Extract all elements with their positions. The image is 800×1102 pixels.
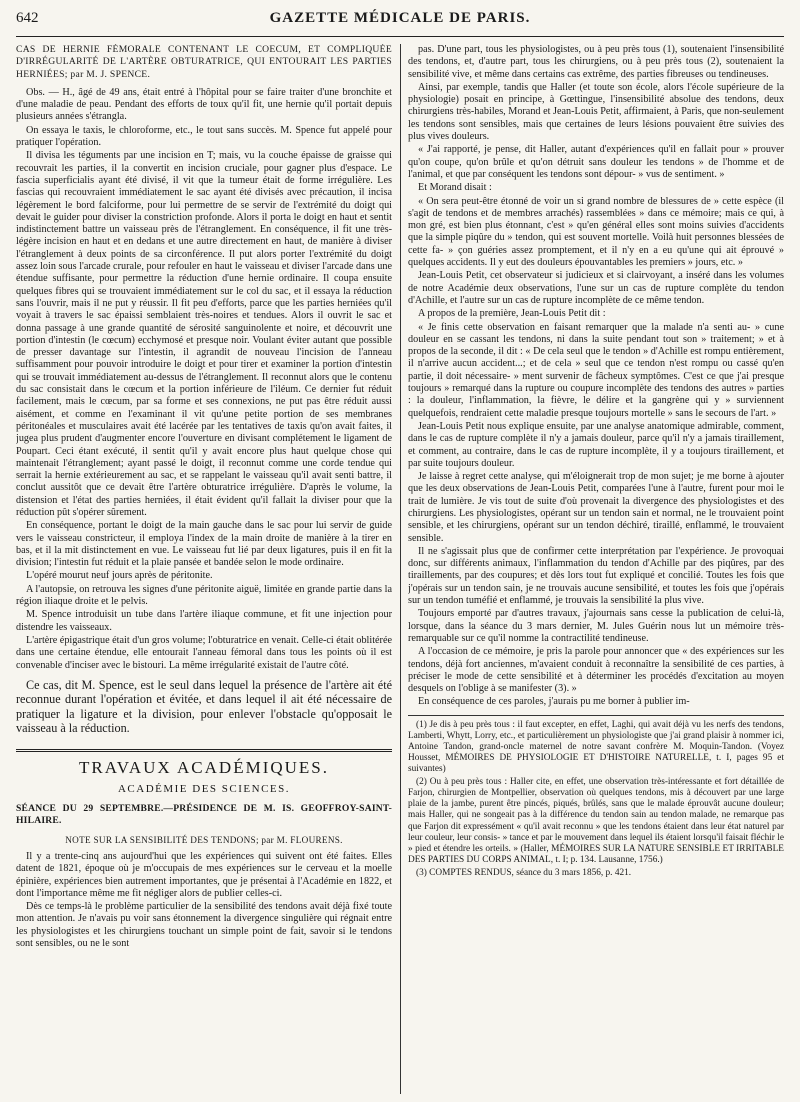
- body-paragraph: Toujours emporté par d'autres travaux, j'ajournais sans cesse la publication de celui-là, lorsque, dans la séance du 3 mars dernier, M. Jules Guérin nous lut un mémoire très-remarquable sur ce qu'il nomme la contractilité tendineuse.: [408, 608, 784, 644]
- section-divider: [16, 749, 392, 752]
- case-paragraph: A l'autopsie, on retrouva les signes d'une péritonite aiguë, limitée en grande partie dans la région iliaque droite et le pelvis.: [16, 583, 392, 608]
- body-paragraph: A l'occasion de ce mémoire, je pris la parole pour annoncer que « des expériences sur les tendons, déjà fort anciennes, m'avaient conduit à reconnaître la sensibilité de ces parties, à préciser le mode de cette sensibilité et à déterminer les procédés d'excitation au moyen desquels on l'oblige à se manifester (3). »: [408, 646, 784, 695]
- column-divider: [400, 44, 401, 1094]
- body-paragraph: Jean-Louis Petit nous explique ensuite, par une analyse anatomique admirable, comment, dans le cas de rupture complète il n'y a jamais douleur, parce qu'il n'y a jamais tiraillement, et comment, au contraire, dans le cas de rupture incomplète, il y a toujours tiraillement, et par suite toujours douleur.: [408, 420, 784, 469]
- body-paragraph: A propos de la première, Jean-Louis Petit dit :: [418, 308, 606, 320]
- morand-intro: Et Morand disait :: [418, 182, 492, 194]
- section-title: TRAVAUX ACADÉMIQUES.: [78, 758, 329, 778]
- footnote: (1) Je dis à peu près tous : il faut excepter, en effet, Laghi, qui avait déjà vu les nerfs des tendons, Lamberti, Whytt, Lorry, etc., et particulièrement un physiologiste que j'ai grand plaisir à nommer ici, Antoine Tandon, grand-oncle maternel de notre savant confrère M. Moquin-Tandon. (Voyez Housset, MÉMOIRES DE PHYSIOLOGIE ET D'HISTOIRE NATURELLE, t. I, pages 95 et suivantes): [408, 719, 784, 775]
- journal-page: [16, 10, 784, 1096]
- footnote-rule: [408, 715, 784, 716]
- body-paragraph: Il ne s'agissait plus que de confirmer cette interprétation par l'expérience. Je provoquai donc, sur différents animaux, l'inflammation du tendon d'Achille par des piqûres, par des tiraillements, par des coupures; et dès lors tout fut expliqué et concilié. Toutes les fois que j'opérais sur un tendon sain, je ne trouvais aucune sensibilité, et toutes les fois que j'opérais sur un tendon tuméfié et enflammé, je trouvais la sensibilité la plus vive.: [408, 545, 784, 607]
- note-title: NOTE SUR LA SENSIBILITÉ DES TENDONS; par M. FLOURENS.: [65, 834, 343, 845]
- haller-quote: « J'ai rapporté, je pense, dit Haller, autant d'expériences qu'il en fallait pour » prouver qu'on coupe, qu'on brûle et qu'on détruit sans douleur les tendons » de l'homme et de l'animal, et que par conséquent les tendons sont dépour- » vus de sentiment. »: [408, 144, 784, 180]
- case-paragraph: On essaya le taxis, le chloroforme, etc., le tout sans succès. M. Spence fut appelé pour pratiquer l'opération.: [16, 124, 392, 149]
- footnote: (3) COMPTES RENDUS, séance du 3 mars 1856, p. 421.: [416, 867, 632, 878]
- case-paragraph: L'artère épigastrique était d'un gros volume; l'obturatrice en venait. Celle-ci était oblitérée dans une certaine étendue, elle entourait l'anneau fémoral dans tous les points où il est convenable d'inciser avec le bistouri. La même irrégularité existait de l'autre côté.: [16, 634, 392, 671]
- seance-heading: SÉANCE DU 29 SEPTEMBRE.—PRÉSIDENCE DE M. IS. GEOFFROY-SAINT-HILAIRE.: [16, 803, 392, 827]
- body-paragraph: pas. D'une part, tous les physiologistes, ou à peu près tous (1), soutenaient l'insensibilité des tendons, et, d'autre part, tous les chirurgiens, ou à peu près tous (2), soutenaient la sensibilité vive, et même dans certains cas extrême, des parties fibreuses ou tendineuses.: [408, 44, 784, 80]
- subsection-title: ACADÉMIE DES SCIENCES.: [117, 782, 291, 795]
- footnotes: [408, 720, 784, 879]
- left-column: [16, 44, 392, 1094]
- body-paragraph: Jean-Louis Petit, cet observateur si judicieux et si clairvoyant, a inséré dans les volumes de notre Académie deux observations, l'une sur un cas de rupture complète du tendon d'Achille, et l'autre sur un cas de rupture incomplète de ce même tendon.: [408, 270, 784, 306]
- case-paragraph: M. Spence introduisit un tube dans l'artère iliaque commune, et fit une injection pour distendre les vaisseaux.: [16, 609, 392, 633]
- body-paragraph: Je laisse à regret cette analyse, qui m'éloignerait trop de mon sujet; je me borne à ajouter que les deux observations de Jean-Louis Petit, comparées l'une à l'autre, furent pour moi le trait de lumière. Je vis tout de suite d'où provenait la divergence des physiologistes et des chirurgiens. Les physiologistes, opérant sur un tendon sain et normal, ne le trouvaient point sensible, et les chirurgiens, opérant sur un tendon déchiré, tiraillé, enflammé, le trouvaient sensible.: [408, 471, 784, 544]
- case-paragraph: Obs. — H., âgé de 49 ans, était entré à l'hôpital pour se faire traiter d'une bronchite et d'une maladie de peau. Pendant des efforts de toux qu'il fit, une hernie qu'il portait depuis plusieurs années s'étrangla.: [16, 86, 392, 123]
- petit-quote: « Je finis cette observation en faisant remarquer que la malade n'a senti au- » cune douleur en se cassant les tendons, ni dans la suite pendant tout son » traitement; » et à propos de la seconde, il dit : « De cela seul que le tendon » d'Achille est rompu entièrement, il n'arrive aucun accident...; et de cela » seul que ce tendon n'est rompu ou cassé qu'en partie, il doit nécessaire- » ment survenir de fâcheux symptômes. C'est ce que j'ai presque toujours » remarqué dans la rupture ou coupure incomplète des tendons des autres » parties : la douleur, l'inflammation, la fièvre, le délire et la gangrène qui y » surviennent quelquefois, rendraient cette maladie presque toujours mortelle » sans le secours de l'art. »: [408, 321, 784, 419]
- case-paragraph: L'opéré mourut neuf jours après de péritonite.: [26, 570, 213, 582]
- page-number: 642: [16, 10, 39, 26]
- right-column: [408, 44, 784, 1094]
- footnote: (2) Ou à peu près tous : Haller cite, en effet, une observation très-intéressante et fort détaillée de Farjon, chirurgien de Montpellier, observation où quelques tendons, mis à découvert par une large plaie de la jambe, purent être pincés, piqués, brûlés, sans que le malade éprouvât aucune douleur; mais Haller, qui ne songeait pas à la différence du tendon sain au tendon malade, ne remarque pas que Farjon dit expressément « qu'il avait reconnu » que les tendons étaient dans leur état naturel par leur couleur, leur consis- » tance et par le mouvement dans lequel ils étaient lorsqu'il faisait fléchir le » pied et étendre les orteils. » (Haller, MÉMOIRES SUR LA NATURE SENSIBLE ET IRRITABLE DES PARTIES DU CORPS ANIMAL, t. I; p. 134. Lausanne, 1756.): [408, 777, 784, 865]
- journal-title: GAZETTE MÉDICALE DE PARIS.: [269, 10, 531, 26]
- body-paragraph: En conséquence de ces paroles, j'aurais pu me borner à publier im-: [418, 696, 690, 708]
- note-paragraph: Dès ce temps-là le problème particulier de la sensibilité des tendons avait déjà fixé toute mon attention. Je n'avais pu voir sans étonnement la divergence singulière qui régnait entre les physiologistes et les chirurgiens touchant un simple point de fait, savoir si le tendons sont sensibles, ou ne le sont: [16, 901, 392, 950]
- case-paragraph: Il divisa les téguments par une incision en T; mais, vu la couche épaisse de graisse qui recouvrait les parties, il la convertit en incision cruciale, pour gagner plus d'espace. Le fascia superficialis ayant été divisé, il vit que la tumeur était de forme irrégulière. Les fascias qui recouvraient immédiatement le sac ayant été divisés avec précaution, il incisa légèrement le bord falciforme, pour lui permettre de se servir de l'extrémité du doigt qui devait le guider pour diviser la constriction profonde. Alors il porta le doigt en haut et sentit indistinctement battre un vaisseau près de l'étranglement. En conséquence, il fit une très-légère incision en haut et en dedans et une autre directement en haut, de manière à diviser l'étranglement à deux points de sa circonférence. Il put alors porter l'extrémité du doigt assez loin sous l'arcade crurale, pour refouler en haut le vaisseau et diviser l'arcade dans une étendue suffisante, pour permettre la réduction d'une hernie ordinaire. Il coupa ensuite quelques fibres qui se trouvaient immédiatement sur le col du sac, et il essaya la réduction sans l'ouvrir, mais il ne put y réussir. Il fit peu d'efforts, parce que les parties herniées qu'il voyait à travers le sac épaissi semblaient très-noires et tendues. Alors il ouvrit le sac et donna passage à une grande quantité de sérosité sanguinolente et noire, et découvrit une portion d'intestin (le cœcum) ecchymosé et presque noir. Voulant éviter autant que possible de presser davantage sur l'intestin, il agrandit de nouveau l'incision de l'anneau suffisamment pour pouvoir introduire le doigt et pour tirer et examiner la portion d'intestin qui se trouvait immédiatement au-dessus de l'étranglement. Il reconnut alors que le contenu du sac consistait dans le cœcum et la portion inférieure de l'iléum. Ce dernier fut réduit facilement, mais le cœcum, par sa forme et ses connexions, ne put pas être réduit aussi aisément, et comme en l'examinant il vit qu'une petite portion de ses membranes péritonéales et musculaires avait été lacérée par les tentatives de taxis qu'on avait faites, il jugea plus prudent d'augmenter encore l'ouverture en divisant complétement le ligament de Poupart. Ceci étant exécuté, il sentit qu'il y avait encore plus haut quelque chose qui maintenait l'étranglement; ayant passé le doigt, il reconnut comme une corde tendue qui serrait la hernie extérieurement au sac, et se rappelant le vaisseau qu'il avait senti battre, il conclut aussitôt que ce devait être l'artère obturatrice irrégulière. D'après le volume, la distension et l'état des parties herniées, il était évident qu'il fallait la diviser pour que la réduction pût s'opérer sûrement.: [16, 150, 392, 518]
- case-conclusion: Ce cas, dit M. Spence, est le seul dans lequel la présence de l'artère ait été reconnue durant l'opération et évitée, et dans lequel il ait été nécessaire de pratiquer la ligature et la division, pour enlever l'obstacle qu'opposait le vaisseau à la réduction.: [16, 677, 392, 736]
- case-title: CAS DE HERNIE FÉMORALE CONTENANT LE COECUM, ET COMPLIQUÉE D'IRRÉGULARITÉ DE L'ARTÈRE OBTURATRICE, QUI ENTOURAIT LES PARTIES HERNIÉES; par M. J. SPENCE.: [16, 44, 392, 80]
- page-header: [16, 10, 784, 37]
- body-paragraph: Ainsi, par exemple, tandis que Haller (et toute son école, alors l'école supérieure de la physiologie) posait en principe, à Gœttingue, l'insensibilité absolue des tendons, deux chirurgiens très-habiles, Morand et Jean-Louis Petit, affirmaient, à Paris, que non-seulement les tendons sont sensibles, mais que certaines de leurs lésions pouvaient être suivies des plus vives douleurs.: [408, 81, 784, 143]
- note-paragraph: Il y a trente-cinq ans aujourd'hui que les expériences qui suivent ont été faites. Elles datent de 1821, époque où je m'occupais de mes expériences sur le cerveau et la moelle épinière, expériences bien autrement importantes, que je présentai à l'Académie en 1822, et dont l'importance même me fit négliger alors de publier celles-ci.: [16, 850, 392, 899]
- morand-quote: « On sera peut-être étonné de voir un si grand nombre de blessures de » cette espèce (il s'agit de tendons et de membres arrachés) rassemblées » dans ce mémoire; mais ce qui, à mon gré, est bien plus étonnant, c'est » qu'en général elles sont moins suivies d'accidents que la simple piqûre du » tendon, qui est souvent mortelle. Voilà huit personnes blessées de cette fa- » çon guéries assez promptement, et il n'y en a eu qu'une qui ait éprouvé » quelques accidents. Il y eut des douleurs épouvantables les premiers » jours, etc. »: [408, 195, 784, 269]
- case-paragraph: En conséquence, portant le doigt de la main gauche dans le sac pour lui servir de guide vers le vaisseau constricteur, il employa l'index de la main droite de manière à la tirer en bas, et il la mit distinctement en vue. Le vaisseau fut lié par deux ligatures, puis il en fit la division; l'intestin fut réduit et la plaie pansée et bandée selon le mode ordinaire.: [16, 520, 392, 569]
